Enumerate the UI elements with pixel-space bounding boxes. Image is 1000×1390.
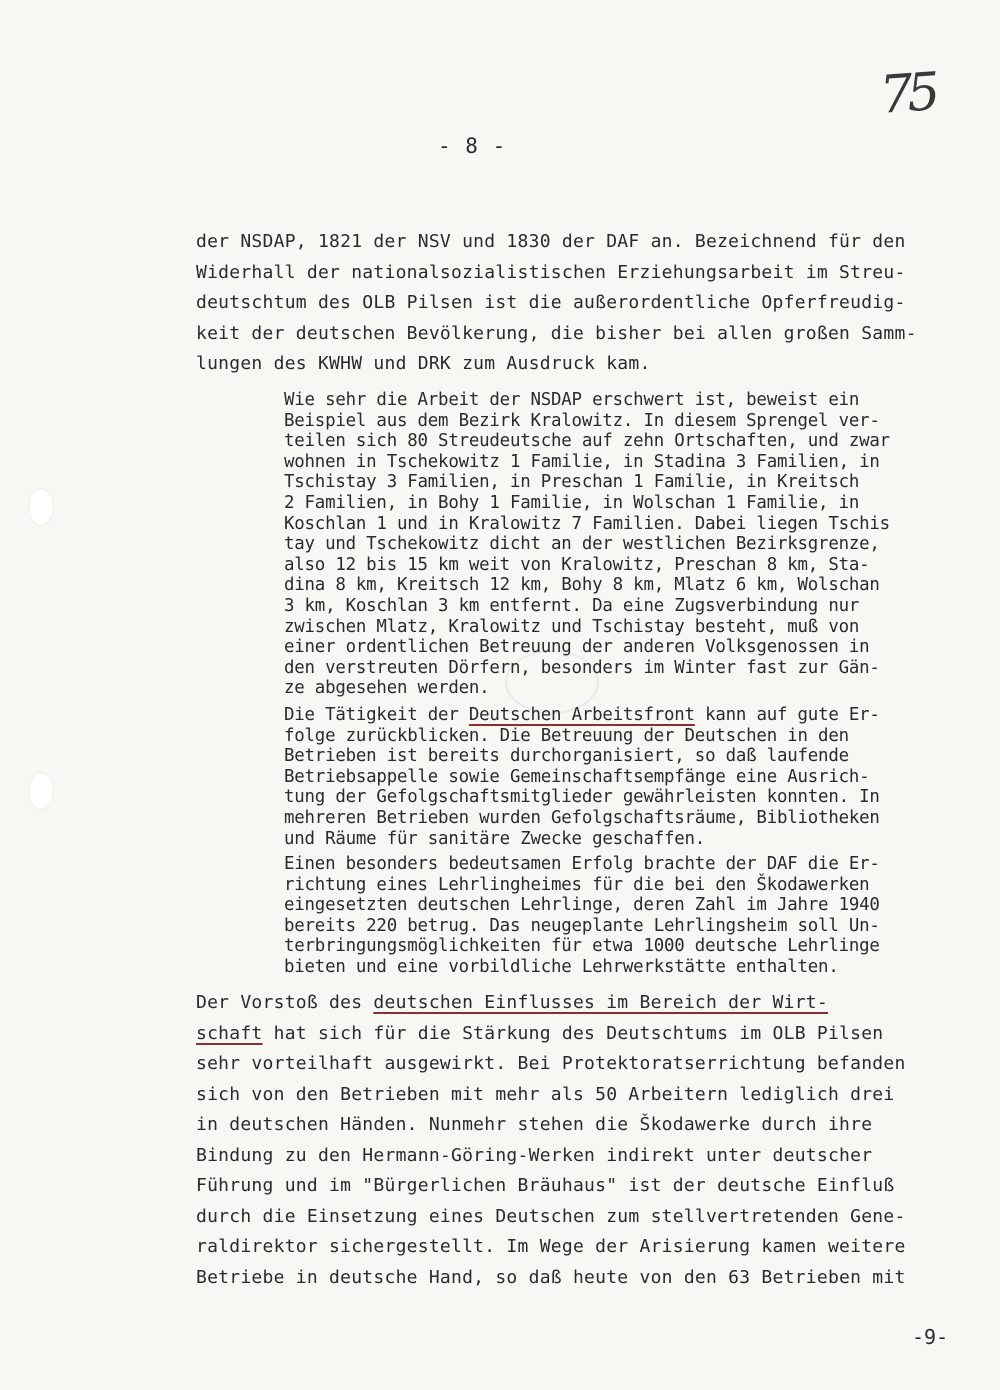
page-number: - 8 - — [438, 134, 507, 158]
text-line: durch die Einsetzung eines Deutschen zum stellvertretenden Gene- — [196, 1205, 906, 1227]
text-line: 3 km, Koschlan 3 km entfernt. Da eine Zugsverbindung nur — [284, 595, 860, 616]
text-line: dina 8 km, Kreitsch 12 km, Bohy 8 km, Mlatz 6 km, Wolschan — [284, 575, 880, 596]
text-line: zwischen Mlatz, Kralowitz und Tschistay besteht, muß von — [284, 616, 860, 637]
text-segment: kann auf gute Er- — [694, 705, 880, 725]
text-line: tay und Tschekowitz dicht an der westlichen Bezirksgrenze, — [284, 534, 880, 555]
text-line: bieten und eine vorbildliche Lehrwerkstätte enthalten. — [284, 956, 839, 977]
text-line: raldirektor sichergestellt. Im Wege der Arisierung kamen weitere — [196, 1236, 906, 1257]
text-line: Widerhall der nationalsozialistischen Erziehungsarbeit im Streu- — [196, 261, 906, 283]
text-line: eingesetzten deutschen Lehrlinge, deren Zahl im Jahre 1940 — [284, 895, 880, 916]
text-line: lungen des KWHW und DRK zum Ausdruck kam. — [196, 353, 651, 374]
text-line: Wie sehr die Arbeit der NSDAP erschwert ist, beweist ein — [284, 390, 860, 410]
underlined-term: schaft — [196, 1022, 263, 1044]
paragraph-party-membership — [196, 227, 917, 380]
text-line: Einen besonders bedeutsamen Erfolg brachte der DAF die Er- — [284, 854, 880, 874]
text-line: den verstreuten Dörfern, besonders im Winter fast zur Gän- — [284, 657, 880, 678]
paragraph-economy — [196, 988, 906, 1293]
text-line: und Räume für sanitäre Zwecke geschaffen. — [284, 828, 706, 849]
next-page-marker: -9- — [912, 1325, 949, 1349]
handwritten-archive-number: 75 — [877, 62, 937, 126]
text-line: sehr vorteilhaft ausgewirkt. Bei Protektoratserrichtung befanden — [196, 1053, 906, 1074]
text-line: der NSDAP, 1821 der NSV und 1830 der DAF an. Bezeichnend für den — [196, 231, 906, 252]
text-line: bereits 220 betrug. Das neugeplante Lehrlingsheim soll Un- — [284, 915, 880, 936]
text-line: Betriebe in deutsche Hand, so daß heute von den 63 Betrieben mit — [196, 1266, 906, 1288]
text-line: Koschlan 1 und in Kralowitz 7 Familien. Dabei liegen Tschis — [284, 513, 890, 534]
text-line: Tschistay 3 Familien, in Preschan 1 Familie, in Kreitsch — [284, 472, 860, 493]
text-line: keit der deutschen Bevölkerung, die bisher bei allen großen Samm- — [196, 322, 917, 344]
text-line: deutschtum des OLB Pilsen ist die außerordentliche Opferfreudig- — [196, 292, 906, 313]
text-line: einer ordentlichen Betreuung der anderen Volksgenossen in — [284, 637, 870, 658]
text-segment: Der Vorstoß des — [196, 992, 374, 1013]
text-line: also 12 bis 15 km weit von Kralowitz, Preschan 8 km, Sta- — [284, 554, 870, 575]
paragraph-arbeitsfront — [284, 705, 880, 849]
text-line: sich von den Betrieben mit mehr als 50 Arbeitern lediglich drei — [196, 1083, 895, 1105]
paragraph-kralowitz-example — [284, 390, 890, 699]
text-line: in deutschen Händen. Nunmehr stehen die Škodawerke durch ihre — [196, 1114, 873, 1135]
text-line: 2 Familien, in Bohy 1 Familie, in Wolschan 1 Familie, in — [284, 492, 860, 513]
text-line: richtung eines Lehrlingheimes für die bei den Škodawerken — [284, 874, 870, 895]
text-segment: hat sich für die Stärkung des Deutschtums im OLB Pilsen — [262, 1022, 884, 1044]
text-line: folge zurückblicken. Die Betreuung der Deutschen in den — [284, 725, 849, 746]
text-line: wohnen in Tschekowitz 1 Familie, in Stadina 3 Familien, in — [284, 451, 880, 472]
text-segment: Die Tätigkeit der — [284, 705, 469, 725]
text-line: Führung und im "Bürgerlichen Bräuhaus" ist der deutsche Einfluß — [196, 1175, 895, 1196]
text-line: tung der Gefolgschaftsmitglieder gewährleisten konnten. In — [284, 787, 880, 808]
text-line: teilen sich 80 Streudeutsche auf zehn Ortschaften, und zwar — [284, 431, 890, 452]
underlined-term: Deutschen Arbeitsfront — [468, 705, 695, 725]
paragraph-lehrlingsheim — [284, 854, 880, 978]
text-line: mehreren Betrieben wurden Gefolgschaftsräume, Bibliotheken — [284, 807, 880, 828]
text-line: Bindung zu den Hermann-Göring-Werken indirekt unter deutscher — [196, 1144, 873, 1166]
underlined-term: deutschen Einflusses im Bereich der Wirt- — [373, 992, 828, 1013]
text-line: Beispiel aus dem Bezirk Kralowitz. In diesem Sprengel ver- — [284, 410, 880, 431]
text-line: terbringungsmöglichkeiten für etwa 1000 deutsche Lehrlinge — [284, 936, 880, 957]
punch-hole-top — [28, 488, 54, 526]
text-line: Betriebsappelle sowie Gemeinschaftsempfänge eine Ausrich- — [284, 766, 870, 787]
punch-hole-bottom — [28, 772, 54, 810]
text-line: Betrieben ist bereits durchorganisiert, so daß laufende — [284, 746, 849, 767]
text-line: ze abgesehen werden. — [284, 678, 490, 699]
